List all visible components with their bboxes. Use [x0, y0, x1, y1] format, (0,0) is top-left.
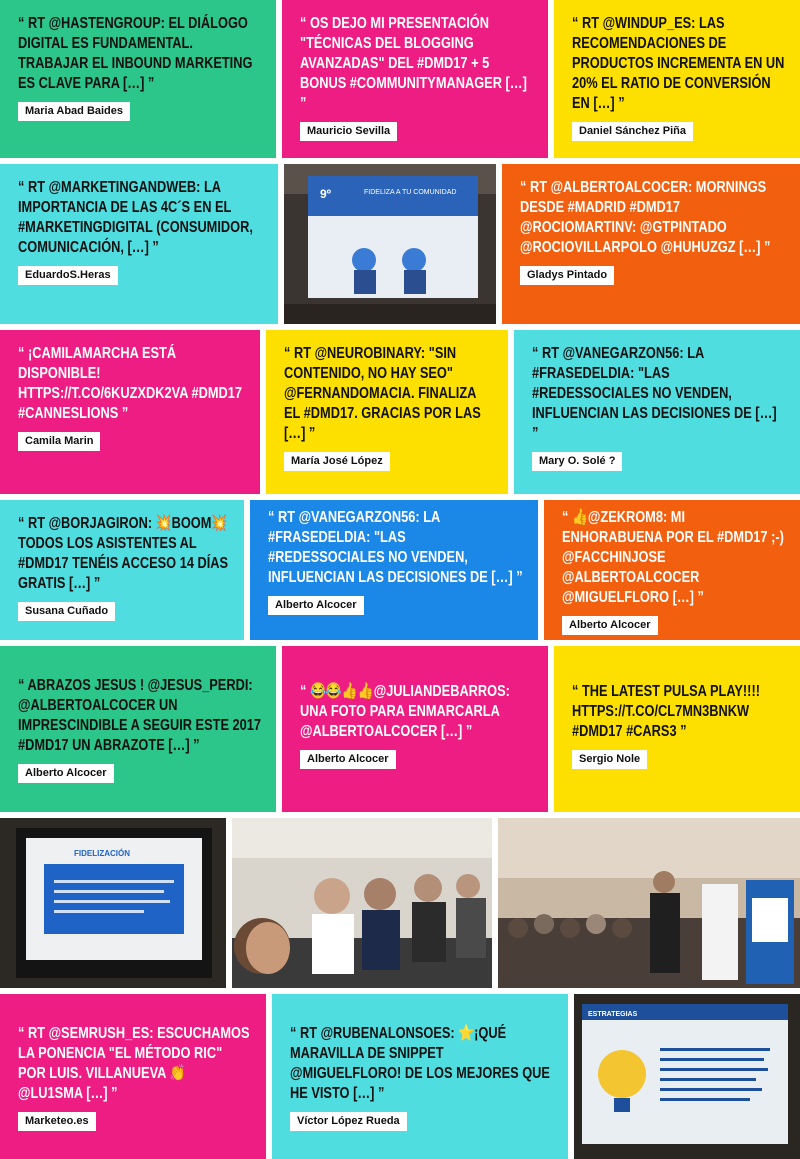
- tweet-card[interactable]: [266, 330, 508, 494]
- tweet-text: “ RT @RUBENALONSOES: ⭐¡QUÉ MARAVILLA DE SNIPPET @MIGUELFLORO! DE LOS MEJORES QUE HE VISTO […] ”: [290, 1025, 550, 1102]
- projector-photo-image: [0, 818, 226, 988]
- tweet-text: “ OS DEJO MI PRESENTACIÓN "TÉCNICAS DEL BLOGGING AVANZADAS" DEL #DMD17 + 5 BONUS #COMMUNITYMANAGER […] ”: [300, 15, 527, 112]
- author-badge[interactable]: Víctor López Rueda: [290, 1112, 407, 1131]
- tweet-card[interactable]: [282, 646, 548, 812]
- author-badge[interactable]: Alberto Alcocer: [268, 596, 364, 615]
- photo-projector-screen[interactable]: [0, 818, 226, 988]
- slide-photo-image: [284, 164, 496, 324]
- tweet-card[interactable]: [250, 500, 538, 640]
- tweet-text: “ RT @NEUROBINARY: "SIN CONTENIDO, NO HAY SEO" @FERNANDOMACIA. FINALIZA EL #DMD17. GRACIAS POR LAS […] ”: [284, 345, 481, 442]
- tweet-text: “ 😂😂👍👍@JULIANDEBARROS: UNA FOTO PARA ENMARCARLA @ALBERTOALCOCER […] ”: [300, 683, 510, 740]
- tweet-text: “ ABRAZOS JESUS ! @JESUS_PERDI: @ALBERTOALCOCER UN IMPRESCINDIBLE A SEGUIR ESTE 2017 #DMD17 UN ABRAZOTE […] ”: [18, 677, 262, 754]
- selfie-photo-image: [232, 818, 492, 988]
- estrategias-photo-image: [574, 994, 800, 1159]
- slide-number: 9º: [320, 187, 332, 201]
- tweet-card[interactable]: [554, 0, 800, 158]
- author-badge[interactable]: EduardoS.Heras: [18, 266, 118, 285]
- tweet-text: “ RT @SEMRUSH_ES: ESCUCHAMOS LA PONENCIA "EL MÉTODO RIC" POR LUIS. VILLANUEVA 👏 @LU1SMA […] ”: [18, 1025, 250, 1102]
- author-badge[interactable]: María José López: [284, 452, 390, 471]
- photo-slide-fideliza[interactable]: [284, 164, 496, 324]
- tweet-card[interactable]: [502, 164, 800, 324]
- author-badge[interactable]: Daniel Sánchez Piña: [572, 122, 693, 141]
- tweet-card[interactable]: [0, 164, 278, 324]
- author-badge[interactable]: Mary O. Solé ?: [532, 452, 622, 471]
- tweet-card[interactable]: [554, 646, 800, 812]
- tweet-card[interactable]: [0, 330, 260, 494]
- tweet-text: “ RT @VANEGARZON56: LA #FRASEDELDIA: "LAS #REDESSOCIALES NO VENDEN, INFLUENCIAN LAS DECISIONES DE […] ”: [268, 509, 523, 586]
- tweet-card[interactable]: [0, 994, 266, 1159]
- tweet-card[interactable]: [0, 0, 276, 158]
- tweet-card[interactable]: [544, 500, 800, 640]
- author-badge[interactable]: Alberto Alcocer: [18, 764, 114, 783]
- tweet-text: “ ¡CAMILAMARCHA ESTÁ DISPONIBLE! HTTPS://T.CO/6KUZXDK2VA #DMD17 #CANNESLIONS ”: [18, 345, 243, 422]
- photo-speaker-stage[interactable]: [498, 818, 800, 988]
- tweet-card[interactable]: [272, 994, 568, 1159]
- tweet-text: “ RT @MARKETINGANDWEB: LA IMPORTANCIA DE LAS 4C´S EN EL #MARKETINGDIGITAL (CONSUMIDOR, COMUNICACIÓN, […] ”: [18, 179, 253, 256]
- tweet-text: “ RT @WINDUP_ES: LAS RECOMENDACIONES DE PRODUCTOS INCREMENTA EN UN 20% EL RATIO DE CONVERSIÓN EN […] ”: [572, 15, 785, 112]
- author-badge[interactable]: Susana Cuñado: [18, 602, 115, 621]
- photo-selfie-audience[interactable]: [232, 818, 492, 988]
- author-badge[interactable]: Maria Abad Baides: [18, 102, 130, 121]
- tweet-card[interactable]: [0, 500, 244, 640]
- tweet-text: “ 👍@ZEKROM8: MI ENHORABUENA POR EL #DMD17 ;-) @FACCHINJOSE @ALBERTOALCOCER @MIGUELFLORO […] ”: [562, 509, 784, 606]
- author-badge[interactable]: Alberto Alcocer: [300, 750, 396, 769]
- author-badge[interactable]: Mauricio Sevilla: [300, 122, 397, 141]
- photo-slide-estrategias[interactable]: [574, 994, 800, 1159]
- slide-title: FIDELIZACIÓN: [74, 849, 130, 858]
- author-badge[interactable]: Camila Marin: [18, 432, 100, 451]
- tweet-card[interactable]: [514, 330, 800, 494]
- tweet-text: “ RT @ALBERTOALCOCER: MORNINGS DESDE #MADRID #DMD17 @ROCIOMARTINV: @GTPINTADO @ROCIOVILLARPOLO @HUHUZGZ […] ”: [520, 179, 771, 256]
- author-badge[interactable]: Gladys Pintado: [520, 266, 614, 285]
- tweet-text: “ RT @HASTENGROUP: EL DIÁLOGO DIGITAL ES FUNDAMENTAL. TRABAJAR EL INBOUND MARKETING ES CLAVE PARA […] ”: [18, 15, 253, 92]
- author-badge[interactable]: Alberto Alcocer: [562, 616, 658, 635]
- author-badge[interactable]: Marketeo.es: [18, 1112, 96, 1131]
- tweet-card[interactable]: [0, 646, 276, 812]
- tweet-text: “ RT @BORJAGIRON: 💥BOOM💥 TODOS LOS ASISTENTES AL #DMD17 TENÉIS ACCESO 14 DÍAS GRATIS […] ”: [18, 515, 229, 592]
- speaker-photo-image: [498, 818, 800, 988]
- slide-title: ESTRATEGIAS: [588, 1011, 638, 1018]
- tweet-text: “ THE LATEST PULSA PLAY!!!! HTTPS://T.CO/CL7MN3BNKW #DMD17 #CARS3 ”: [572, 683, 760, 740]
- author-badge[interactable]: Sergio Nole: [572, 750, 647, 769]
- tweet-card[interactable]: [282, 0, 548, 158]
- tweet-text: “ RT @VANEGARZON56: LA #FRASEDELDIA: "LAS #REDESSOCIALES NO VENDEN, INFLUENCIAN LAS DECISIONES DE […] ”: [532, 345, 777, 442]
- slide-title: FIDELIZA A TU COMUNIDAD: [364, 189, 457, 196]
